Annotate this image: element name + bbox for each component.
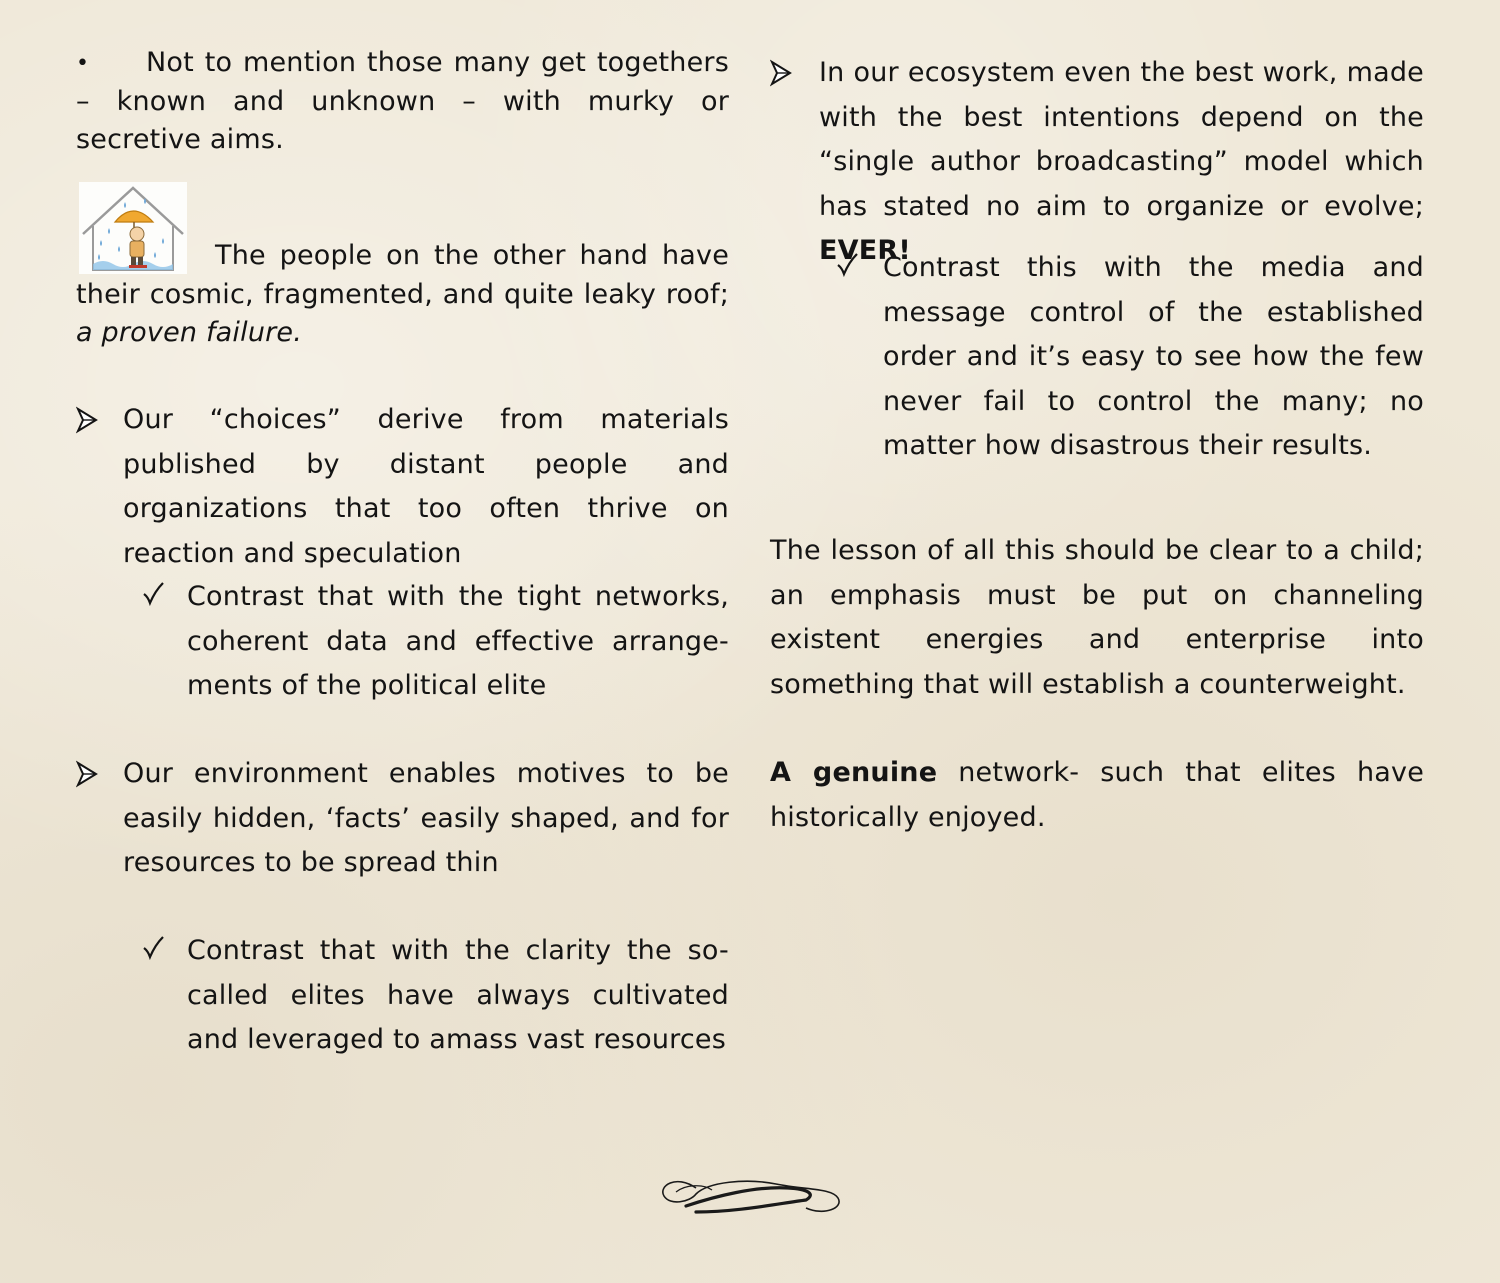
left-item-3-text: Our environment enables motives to be easily hidden, ‘facts’ easily shaped, and for resources to be spread thin bbox=[123, 758, 729, 878]
genuine-bold: A genuine bbox=[770, 757, 938, 788]
left-item-2-text: Contrast that with the tight networks, coherent data and effective arrange-ments of the political elite bbox=[187, 581, 729, 701]
checkmark-icon bbox=[836, 246, 858, 290]
people-italic: a proven failure. bbox=[76, 317, 303, 348]
people-paragraph bbox=[76, 237, 729, 353]
right-item-1-paragraph bbox=[819, 51, 1424, 274]
arrow-bullet-icon bbox=[76, 398, 98, 442]
genuine-paragraph bbox=[770, 751, 1424, 840]
left-item-3 bbox=[76, 752, 729, 886]
lesson-paragraph: The lesson of all this should be clear to a child; an emphasis must be put on channeling existent energies and enterprise into something that will establish a counterweight. bbox=[770, 535, 1424, 700]
left-item-4-text: Contrast that with the clarity the so-called elites have always cultivated and leveraged to amass vast resources bbox=[187, 935, 729, 1055]
genuine-text: network- such that elites have historically enjoyed. bbox=[770, 757, 1425, 833]
right-item-2 bbox=[770, 246, 1424, 469]
flourish-ornament bbox=[656, 1168, 844, 1218]
arrow-bullet-icon bbox=[76, 752, 98, 796]
right-item-1-text: In our ecosystem even the best work, made with the best intentions depend on the “single author broadcasting” model which has stated no aim to organize or evolve; bbox=[819, 57, 1424, 222]
left-item-1-text: Our “choices” derive from materials published by distant people and organizations that too often thrive on reaction and speculation bbox=[123, 404, 729, 569]
right-item-1-bold: EVER! bbox=[819, 235, 911, 266]
bullet-dot: • bbox=[76, 51, 90, 76]
right-item-1 bbox=[770, 51, 1424, 274]
checkmark-icon bbox=[142, 929, 164, 973]
arrow-bullet-icon bbox=[770, 51, 792, 95]
people-text: The people on the other hand have their cosmic, fragmented, and quite leaky roof; bbox=[76, 240, 729, 310]
intro-text: Not to mention those many get togethers – known and unknown – with murky or secretive aims. bbox=[76, 47, 729, 155]
checkmark-icon bbox=[142, 575, 164, 619]
right-item-2-text: Contrast this with the media and message control of the established order and it’s easy to see how the few never fail to control the many; no matter how disastrous their results. bbox=[883, 252, 1424, 461]
left-item-1 bbox=[76, 398, 729, 576]
intro-paragraph bbox=[76, 44, 729, 160]
left-item-2 bbox=[76, 575, 729, 709]
left-item-4 bbox=[76, 929, 729, 1063]
